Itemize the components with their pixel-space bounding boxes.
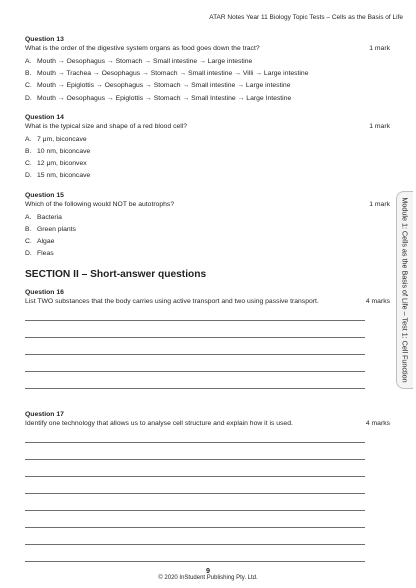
question-stem xyxy=(25,122,390,131)
option-c[interactable] xyxy=(25,80,390,92)
answer-lines[interactable] xyxy=(25,318,390,389)
question-16 xyxy=(25,289,390,389)
question-13 xyxy=(25,36,390,105)
marks-label: 4 marks xyxy=(365,298,390,306)
marks-label: 1 mark xyxy=(369,122,390,130)
option-c[interactable] xyxy=(25,158,390,170)
option-d[interactable] xyxy=(25,248,390,260)
option-letter: C. xyxy=(25,238,32,246)
option-text: Bacteria xyxy=(37,213,62,221)
option-letter: A. xyxy=(25,135,32,143)
option-letter: D. xyxy=(25,172,32,180)
answer-options xyxy=(25,56,390,105)
answer-line[interactable] xyxy=(25,460,365,477)
option-letter: C. xyxy=(25,160,32,168)
question-14 xyxy=(25,114,390,183)
option-d[interactable] xyxy=(25,93,390,105)
answer-line[interactable] xyxy=(25,443,365,460)
answer-line[interactable] xyxy=(25,321,365,338)
running-header: ATAR Notes Year 11 Biology Topic Tests – Cells as the Basis of Life xyxy=(209,14,403,21)
option-letter: B. xyxy=(25,225,32,233)
option-text: Fleas xyxy=(37,250,54,258)
option-b[interactable] xyxy=(25,224,390,236)
question-title: Question 15 xyxy=(25,191,64,199)
question-stem-text: Identify one technology that allows us to analyse cell structure and explain how it is used. xyxy=(25,420,293,428)
option-b[interactable] xyxy=(25,146,390,158)
marks-label: 1 mark xyxy=(369,200,390,208)
answer-line[interactable] xyxy=(25,511,365,528)
option-a[interactable] xyxy=(25,56,390,68)
option-text: Green plants xyxy=(37,225,76,233)
question-title: Question 17 xyxy=(25,411,64,419)
option-text: Mouth → Oesophagus → Epiglottis → Stomach → Small Intestine → Large Intestine xyxy=(37,94,292,102)
question-stem xyxy=(25,200,390,209)
question-stem-text: Which of the following would NOT be autotrophs? xyxy=(25,200,175,208)
option-letter: B. xyxy=(25,148,32,156)
answer-line[interactable] xyxy=(25,372,365,389)
side-tab-label: Module 1: Cells as the Basis of Life – Test 1: Cell Function xyxy=(400,197,410,383)
option-letter: C. xyxy=(25,82,32,90)
answer-options xyxy=(25,212,390,261)
option-letter: D. xyxy=(25,94,32,102)
question-15 xyxy=(25,192,390,261)
option-letter: A. xyxy=(25,213,32,221)
question-title: Question 14 xyxy=(25,113,64,121)
question-stem xyxy=(25,297,390,306)
question-stem xyxy=(25,419,390,428)
marks-label: 4 marks xyxy=(365,420,390,428)
answer-line[interactable] xyxy=(25,494,365,511)
question-stem-text: What is the order of the digestive system organs as food goes down the tract? xyxy=(25,45,260,52)
answer-line[interactable] xyxy=(25,477,365,494)
answer-line[interactable] xyxy=(25,528,365,545)
option-b[interactable] xyxy=(25,68,390,80)
option-letter: D. xyxy=(25,250,32,258)
option-a[interactable] xyxy=(25,134,390,146)
option-a[interactable] xyxy=(25,212,390,224)
option-text: 15 nm, biconcave xyxy=(37,172,91,180)
question-stem xyxy=(25,44,390,53)
question-title: Question 16 xyxy=(25,289,64,297)
option-text: 12 μm, biconvex xyxy=(37,160,87,168)
question-17 xyxy=(25,411,390,562)
answer-lines[interactable] xyxy=(25,440,390,562)
option-c[interactable] xyxy=(25,236,390,248)
question-title: Question 13 xyxy=(25,36,64,43)
page-content xyxy=(25,36,390,571)
answer-line[interactable] xyxy=(25,355,365,372)
question-stem-text: What is the typical size and shape of a red blood cell? xyxy=(25,122,188,130)
option-text: Mouth → Epiglottis → Oesophagus → Stomach → Small intestine → Large intestine xyxy=(37,82,291,90)
option-text: Algae xyxy=(37,238,55,246)
option-letter: A. xyxy=(25,58,32,65)
option-text: 10 nm, biconcave xyxy=(37,148,91,156)
option-letter: B. xyxy=(25,70,32,78)
module-side-tab xyxy=(396,191,413,389)
option-text: Mouth → Trachea → Oesophagus → Stomach → Small intestine → Villi → Large intestine xyxy=(37,70,309,78)
marks-label: 1 mark xyxy=(369,45,390,52)
option-text: Mouth → Oesophagus → Stomach → Small intestine → Large intestine xyxy=(37,58,253,65)
section-heading: SECTION II – Short-answer questions xyxy=(25,269,207,281)
answer-line[interactable] xyxy=(25,545,365,562)
option-d[interactable] xyxy=(25,170,390,182)
page-number: 9 xyxy=(206,566,210,575)
copyright-notice: © 2020 InStudent Publishing Pty. Ltd. xyxy=(158,575,258,581)
answer-line[interactable] xyxy=(25,338,365,355)
question-stem-text: List TWO substances that the body carries using active transport and two using passive transport. xyxy=(25,298,319,306)
option-text: 7 μm, biconcave xyxy=(37,135,87,143)
answer-options xyxy=(25,134,390,183)
